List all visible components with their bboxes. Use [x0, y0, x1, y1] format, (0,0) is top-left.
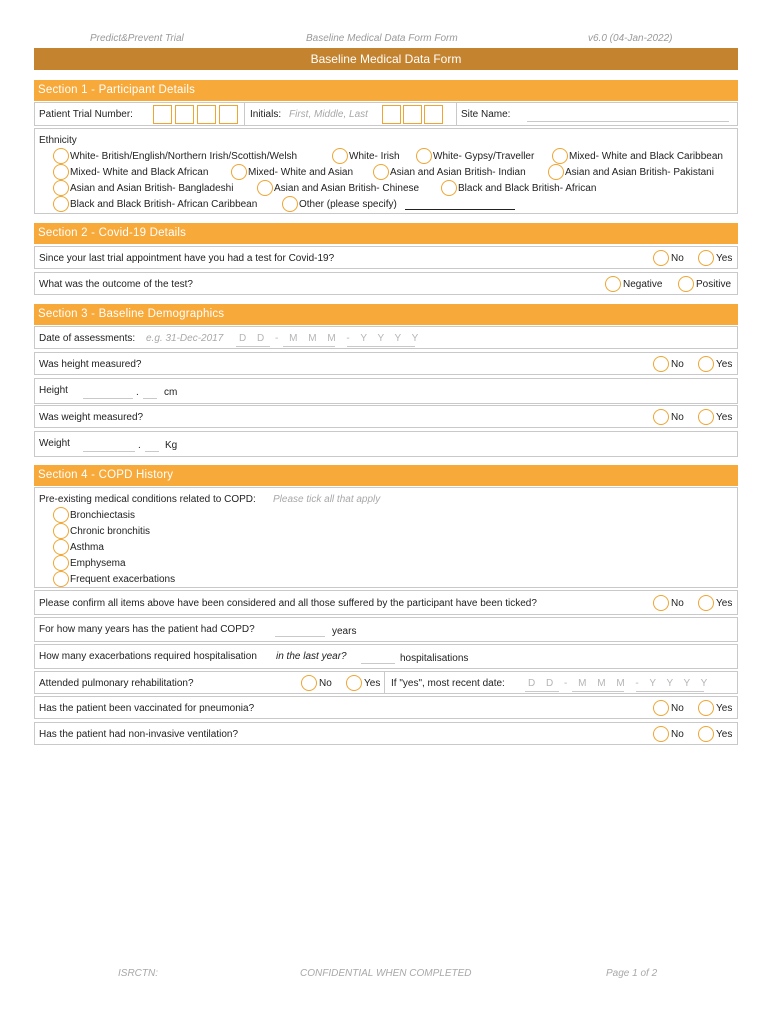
section-1-heading: Section 1 - Participant Details [34, 80, 738, 101]
section-2-heading: Section 2 - Covid-19 Details [34, 223, 738, 244]
header-version: v6.0 (04-Jan-2022) [588, 33, 673, 44]
confirm-question: Please confirm all items above have been considered and all those suffered by the participant have been ticked? [39, 598, 537, 609]
confirm-no-radio[interactable] [653, 595, 669, 611]
conditions-box [34, 487, 738, 588]
pneumonia-row [34, 696, 738, 719]
decimal-point: . [138, 440, 141, 451]
footer-page-number: Page 1 of 2 [606, 968, 658, 979]
ethnicity-option: Black and Black British- African Caribbean [70, 199, 258, 210]
ethnicity-option-other: Other (please specify) [299, 199, 397, 210]
condition-label: Chronic bronchitis [70, 526, 151, 537]
height-measured-yes-radio[interactable] [698, 356, 714, 372]
negative-label: Negative [623, 279, 663, 290]
initials-label: Initials: [250, 109, 282, 120]
niv-question: Has the patient had non-invasive ventilation? [39, 729, 239, 740]
assessment-date-row [34, 326, 738, 349]
footer-confidential: CONFIDENTIAL WHEN COMPLETED [300, 968, 472, 979]
patient-trial-number-label: Patient Trial Number: [39, 109, 133, 120]
weight-measured-question: Was weight measured? [39, 412, 144, 423]
ethnicity-box [34, 128, 738, 214]
rehab-no-radio[interactable] [301, 675, 317, 691]
weight-measured-no-radio[interactable] [653, 409, 669, 425]
hospitalisation-question: How many exacerbations required hospitalisation [39, 651, 257, 662]
copd-years-field[interactable] [275, 636, 325, 637]
ethnicity-option: Black and Black British- African [458, 183, 597, 194]
assessment-date-hint: e.g. 31-Dec-2017 [146, 333, 224, 344]
assessment-date-field[interactable]: D D - M M M - Y Y Y Y [239, 333, 423, 344]
section-3-heading: Section 3 - Baseline Demographics [34, 304, 738, 325]
ethnicity-option: Mixed- White and Asian [248, 167, 354, 178]
ethnicity-label: Ethnicity [39, 135, 77, 146]
initials-box-3[interactable] [424, 105, 443, 124]
conditions-hint: Please tick all that apply [273, 494, 381, 505]
date-underline [283, 346, 335, 347]
ethnicity-option: Asian and Asian British- Chinese [274, 183, 420, 194]
height-whole-field[interactable] [83, 398, 133, 399]
header-trial-name: Predict&Prevent Trial [90, 33, 184, 44]
copd-years-row [34, 617, 738, 642]
initials-hint: First, Middle, Last [289, 109, 368, 120]
footer-isrctn: ISRCTN: [118, 968, 158, 979]
height-decimal-field[interactable] [143, 398, 157, 399]
weight-unit: Kg [165, 440, 178, 451]
niv-row [34, 722, 738, 745]
ethnicity-radio[interactable] [53, 148, 69, 164]
form-title: Baseline Medical Data Form [34, 48, 738, 70]
header-form-name: Baseline Medical Data Form Form [306, 33, 458, 44]
date-underline [636, 691, 704, 692]
height-label: Height [39, 385, 68, 396]
ethnicity-radio[interactable] [53, 196, 69, 212]
divider [244, 103, 245, 125]
patient-number-box-1[interactable] [153, 105, 172, 124]
yes-label: Yes [716, 598, 733, 609]
date-underline [236, 346, 270, 347]
weight-row [34, 431, 738, 457]
condition-checkbox[interactable] [53, 571, 69, 587]
rehab-date-field[interactable]: D D - M M M - Y Y Y Y [528, 678, 712, 689]
rehab-yes-radio[interactable] [346, 675, 362, 691]
condition-label: Frequent exacerbations [70, 574, 176, 585]
site-name-field[interactable] [527, 121, 729, 122]
rehab-date-label: If "yes", most recent date: [391, 678, 505, 689]
rehab-row [34, 671, 738, 694]
participant-id-row [34, 102, 738, 126]
patient-number-box-3[interactable] [197, 105, 216, 124]
height-measured-no-radio[interactable] [653, 356, 669, 372]
ethnicity-radio[interactable] [53, 164, 69, 180]
niv-yes-radio[interactable] [698, 726, 714, 742]
no-label: No [671, 703, 684, 714]
ethnicity-option: Mixed- White and Black Caribbean [569, 151, 723, 162]
condition-checkbox[interactable] [53, 507, 69, 523]
weight-measured-yes-radio[interactable] [698, 409, 714, 425]
ethnicity-option: White- British/English/Northern Irish/Scottish/Welsh [70, 151, 298, 162]
ethnicity-radio[interactable] [257, 180, 273, 196]
decimal-point: . [136, 387, 139, 398]
date-underline [347, 346, 415, 347]
patient-number-box-2[interactable] [175, 105, 194, 124]
copd-years-unit: years [332, 626, 357, 637]
covid-negative-radio[interactable] [605, 276, 621, 292]
hospitalisation-question-emphasis: in the last year? [276, 651, 347, 662]
ethnicity-radio[interactable] [332, 148, 348, 164]
hospitalisation-row [34, 644, 738, 669]
covid-test-yes-radio[interactable] [698, 250, 714, 266]
yes-label: Yes [716, 703, 733, 714]
condition-checkbox[interactable] [53, 523, 69, 539]
section-4-heading: Section 4 - COPD History [34, 465, 738, 486]
yes-label: Yes [716, 253, 733, 264]
assessment-date-label: Date of assessments: [39, 333, 136, 344]
weight-label: Weight [39, 438, 70, 449]
condition-label: Emphysema [70, 558, 126, 569]
confirm-yes-radio[interactable] [698, 595, 714, 611]
height-row [34, 378, 738, 404]
ethnicity-option: Asian and Asian British- Pakistani [565, 167, 714, 178]
ethnicity-radio[interactable] [552, 148, 568, 164]
divider [456, 103, 457, 125]
positive-label: Positive [696, 279, 732, 290]
ethnicity-radio[interactable] [282, 196, 298, 212]
covid-positive-radio[interactable] [678, 276, 694, 292]
ethnicity-radio[interactable] [53, 180, 69, 196]
no-label: No [671, 359, 684, 370]
weight-whole-field[interactable] [83, 451, 135, 452]
covid-outcome-question: What was the outcome of the test? [39, 279, 193, 290]
copd-years-question: For how many years has the patient had COPD? [39, 624, 255, 635]
ethnicity-radio[interactable] [416, 148, 432, 164]
no-label: No [671, 412, 684, 423]
pneumonia-yes-radio[interactable] [698, 700, 714, 716]
ethnicity-option: Asian and Asian British- Bangladeshi [70, 183, 234, 194]
yes-label: Yes [716, 729, 733, 740]
ethnicity-radio[interactable] [441, 180, 457, 196]
pneumonia-question: Has the patient been vaccinated for pneumonia? [39, 703, 255, 714]
rehab-question: Attended pulmonary rehabilitation? [39, 678, 194, 689]
yes-label: Yes [716, 359, 733, 370]
date-underline [572, 691, 624, 692]
ethnicity-radio[interactable] [548, 164, 564, 180]
no-label: No [671, 598, 684, 609]
site-name-label: Site Name: [461, 109, 511, 120]
height-measured-row [34, 352, 738, 375]
weight-measured-row [34, 405, 738, 428]
initials-box-2[interactable] [403, 105, 422, 124]
height-measured-question: Was height measured? [39, 359, 142, 370]
divider [384, 672, 385, 693]
conditions-label: Pre-existing medical conditions related to COPD: [39, 494, 256, 505]
ethnicity-option: Asian and Asian British- Indian [390, 167, 526, 178]
covid-test-no-radio[interactable] [653, 250, 669, 266]
weight-decimal-field[interactable] [145, 451, 159, 452]
no-label: No [671, 729, 684, 740]
condition-checkbox[interactable] [53, 539, 69, 555]
yes-label: Yes [364, 678, 381, 689]
covid-test-question: Since your last trial appointment have you had a test for Covid-19? [39, 253, 335, 264]
pneumonia-no-radio[interactable] [653, 700, 669, 716]
condition-checkbox[interactable] [53, 555, 69, 571]
ethnicity-option: White- Gypsy/Traveller [433, 151, 535, 162]
initials-box-1[interactable] [382, 105, 401, 124]
covid-outcome-row [34, 272, 738, 295]
condition-label: Bronchiectasis [70, 510, 136, 521]
yes-label: Yes [716, 412, 733, 423]
ethnicity-other-specify-field[interactable] [405, 209, 515, 210]
no-label: No [319, 678, 332, 689]
ethnicity-radio[interactable] [373, 164, 389, 180]
no-label: No [671, 253, 684, 264]
ethnicity-radio[interactable] [231, 164, 247, 180]
confirm-row [34, 590, 738, 615]
ethnicity-option: White- Irish [349, 151, 400, 162]
patient-number-box-4[interactable] [219, 105, 238, 124]
height-unit: cm [164, 387, 178, 398]
ethnicity-option: Mixed- White and Black African [70, 167, 209, 178]
hospitalisation-unit: hospitalisations [400, 653, 469, 664]
covid-test-row [34, 246, 738, 269]
condition-label: Asthma [70, 542, 104, 553]
hospitalisation-count-field[interactable] [361, 663, 395, 664]
niv-no-radio[interactable] [653, 726, 669, 742]
date-underline [525, 691, 559, 692]
